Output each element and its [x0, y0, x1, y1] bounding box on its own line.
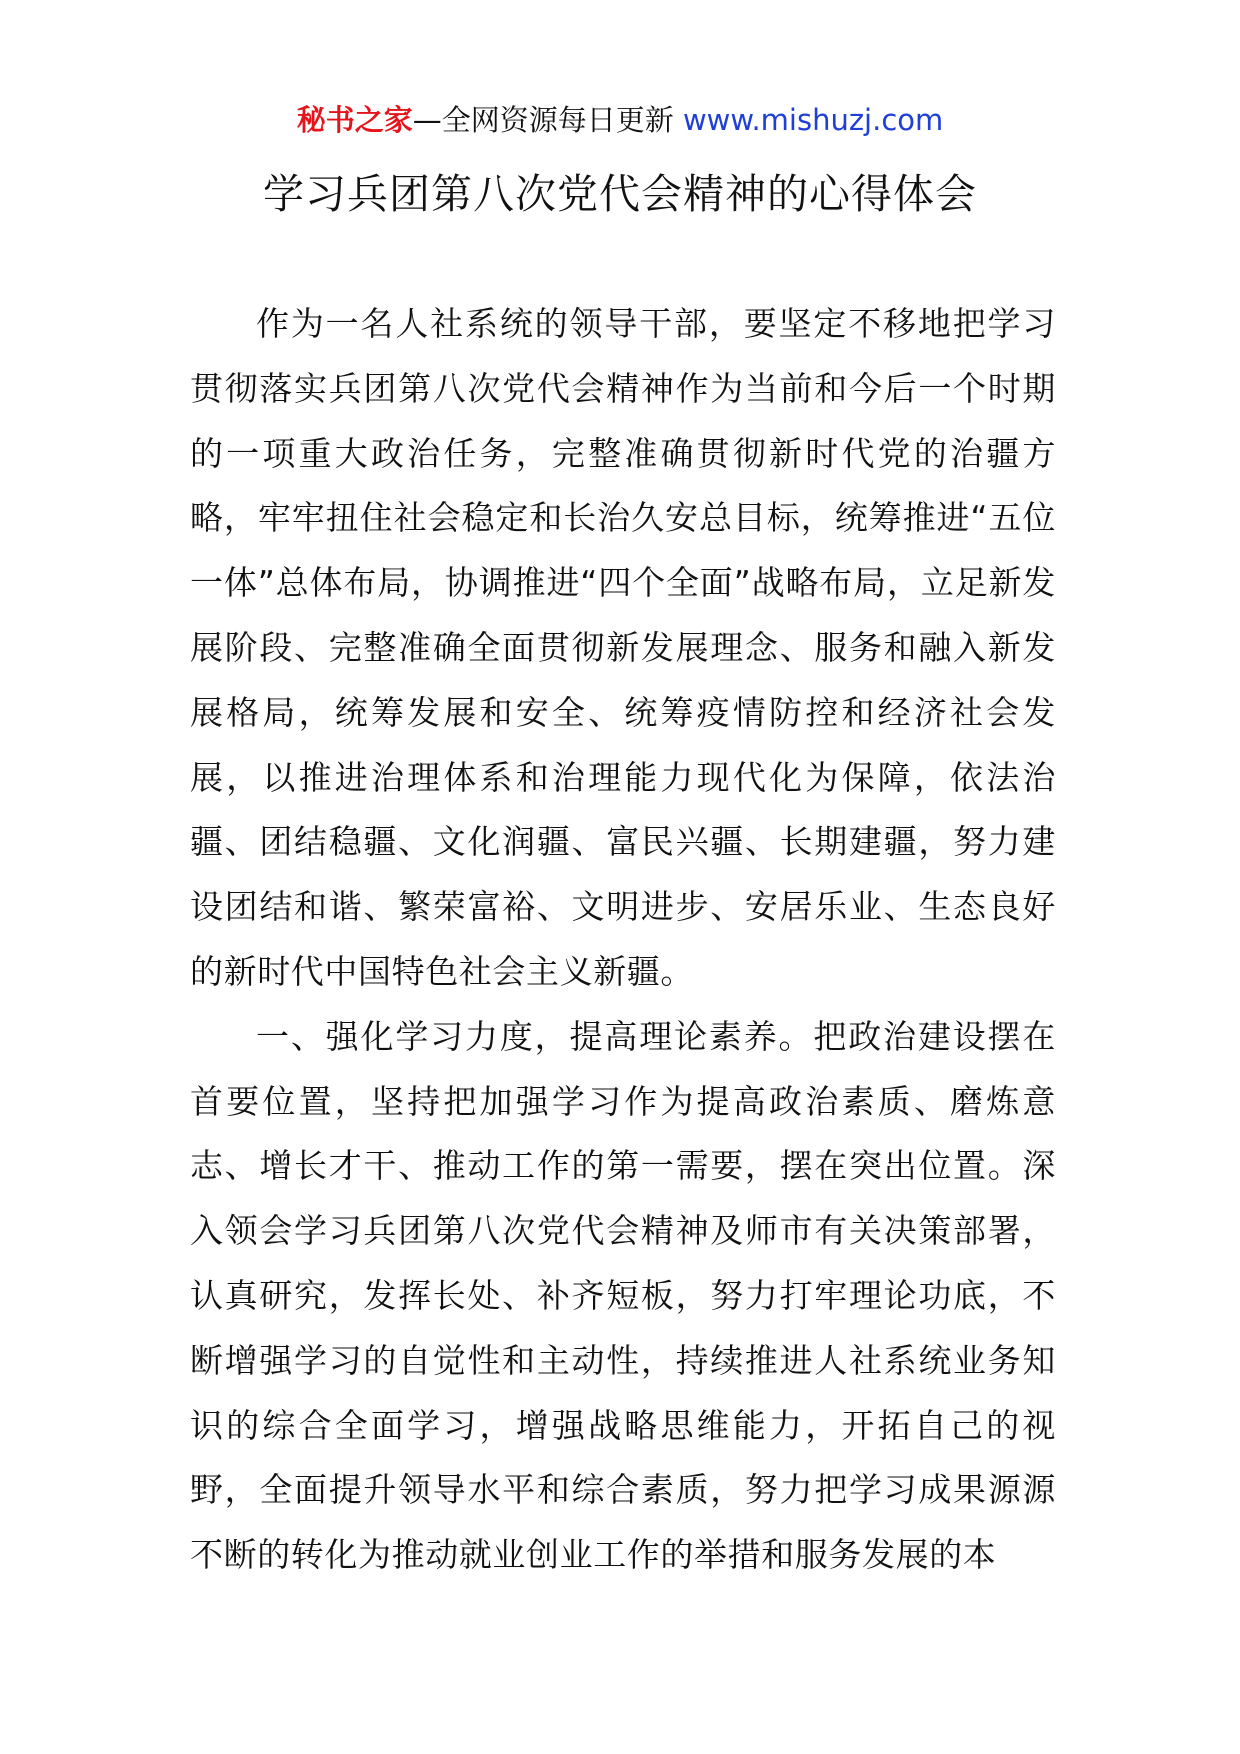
body-paragraph-1: 作为一名人社系统的领导干部，要坚定不移地把学习贯彻落实兵团第八次党代会精神作为当前和今后一个时期的一项重大政治任务，完整准确贯彻新时代党的治疆方略，牢牢扭住社会稳定和长治久安总目标，统筹推进“五位一体”总体布局，协调推进“四个全面”战略布局，立足新发展阶段、完整准确全面贯彻新发展理念、服务和融入新发展格局，统筹发展和安全、统筹疫情防控和经济社会发展，以推进治理体系和治理能力现代化为保障，依法治疆、团结稳疆、文化润疆、富民兴疆、长期建疆，努力建设团结和谐、繁荣富裕、文明进步、安居乐业、生态良好的新时代中国特色社会主义新疆。 [190, 304, 1056, 991]
site-url-link[interactable]: www.mishuzj.com [682, 103, 944, 137]
document-title: 学习兵团第八次党代会精神的心得体会 [263, 170, 977, 218]
site-header [0, 100, 1240, 140]
brand-name: 秘书之家 [296, 103, 413, 137]
header-tagline: —全网资源每日更新 [412, 103, 674, 137]
document-body [190, 292, 1056, 1588]
body-paragraph-2: 一、强化学习力度，提高理论素养。把政治建设摆在首要位置，坚持把加强学习作为提高政治素质、磨炼意志、增长才干、推动工作的第一需要，摆在突出位置。深入领会学习兵团第八次党代会精神及师市有关决策部署，认真研究，发挥长处、补齐短板，努力打牢理论功底，不断增强学习的自觉性和主动性，持续推进人社系统业务知识的综合全面学习，增强战略思维能力，开拓自己的视野，全面提升领导水平和综合素质，努力把学习成果源源不断的转化为推动就业创业工作的举措和服务发展的本 [190, 1016, 1056, 1575]
